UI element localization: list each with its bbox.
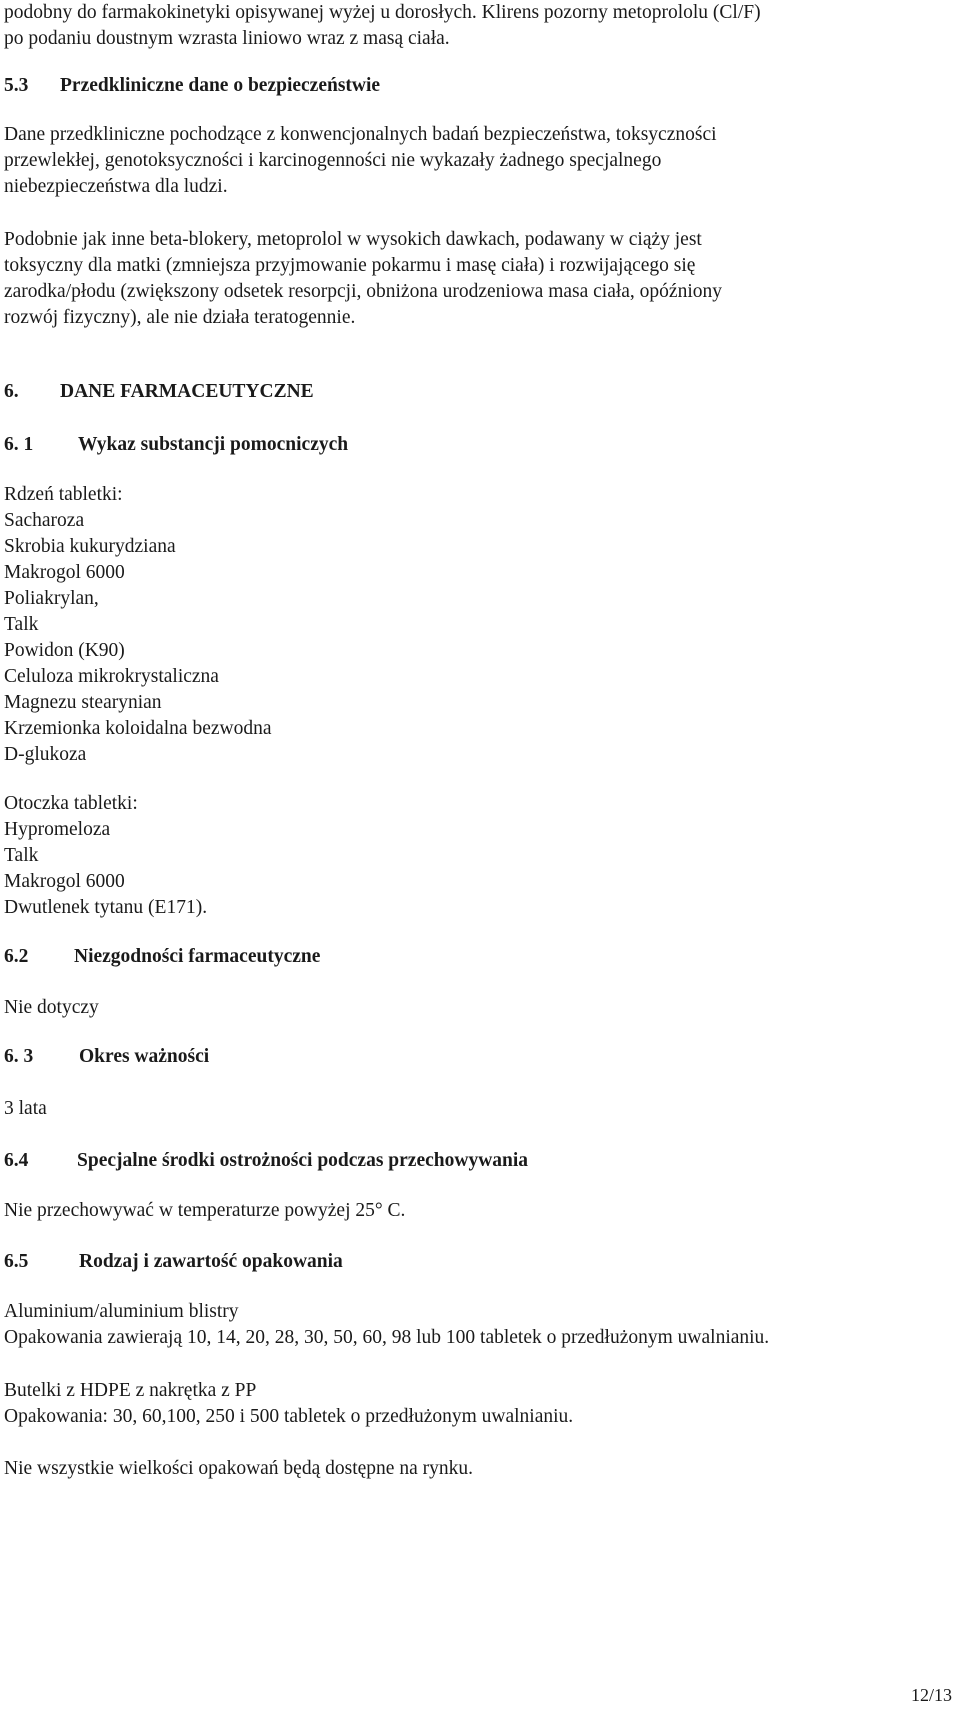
section-title: Wykaz substancji pomocniczych bbox=[78, 434, 349, 455]
page-number: 12/13 bbox=[910, 1685, 952, 1705]
list-item: Krzemionka koloidalna bezwodna bbox=[4, 718, 272, 739]
section-number: 6.2 bbox=[4, 946, 29, 967]
core-label: Rdzeń tabletki: bbox=[4, 484, 123, 505]
section-title: DANE FARMACEUTYCZNE bbox=[60, 381, 314, 402]
section-6-3-heading bbox=[4, 1043, 209, 1071]
list-item: Talk bbox=[4, 845, 39, 866]
list-item: Powidon (K90) bbox=[4, 640, 125, 661]
section-title: Okres ważności bbox=[79, 1046, 210, 1067]
list-item: Sacharoza bbox=[4, 510, 85, 531]
section-title: Niezgodności farmaceutyczne bbox=[74, 946, 321, 967]
list-item: Hypromeloza bbox=[4, 819, 111, 840]
section-title: Rodzaj i zawartość opakowania bbox=[79, 1251, 343, 1272]
list-item: Celuloza mikrokrystaliczna bbox=[4, 666, 219, 687]
packaging-line: Aluminium/aluminium blistry bbox=[4, 1301, 239, 1322]
section-number: 6. 3 bbox=[4, 1046, 34, 1067]
list-item: Talk bbox=[4, 614, 39, 635]
paragraph-line: Podobnie jak inne beta-blokery, metoprolol w wysokich dawkach, podawany w ciąży jest bbox=[4, 229, 702, 250]
section-title: Przedkliniczne dane o bezpieczeństwie bbox=[60, 75, 381, 96]
packaging-line: Nie wszystkie wielkości opakowań będą dostępne na rynku. bbox=[4, 1458, 473, 1479]
packaging-line: Opakowania: 30, 60,100, 250 i 500 tabletek o przedłużonym uwalnianiu. bbox=[4, 1406, 574, 1427]
coat-label: Otoczka tabletki: bbox=[4, 793, 138, 814]
packaging-line: Butelki z HDPE z nakrętka z PP bbox=[4, 1380, 257, 1401]
section-number: 6. bbox=[4, 381, 19, 402]
intro-line-1: podobny do farmakokinetyki opisywanej wyżej u dorosłych. Klirens pozorny metoprololu (Cl/F) bbox=[4, 2, 761, 23]
paragraph-line: toksyczny dla matki (zmniejsza przyjmowanie pokarmu i masę ciała) i rozwijającego się bbox=[4, 255, 696, 276]
section-number: 6.4 bbox=[4, 1150, 29, 1171]
paragraph-line: niebezpieczeństwa dla ludzi. bbox=[4, 176, 228, 197]
section-5-3-heading bbox=[4, 72, 380, 100]
paragraph-line: rozwój fizyczny), ale nie działa teratogennie. bbox=[4, 307, 356, 328]
list-item: Makrogol 6000 bbox=[4, 871, 125, 892]
paragraph-line: przewlekłej, genotoksyczności i karcinogenności nie wykazały żadnego specjalnego bbox=[4, 150, 662, 171]
section-text: Nie dotyczy bbox=[4, 997, 99, 1018]
list-item: Makrogol 6000 bbox=[4, 562, 125, 583]
list-item: D-glukoza bbox=[4, 744, 87, 765]
paragraph-line: zarodka/płodu (zwiększony odsetek resorpcji, obniżona urodzeniowa masa ciała, opóźniony bbox=[4, 281, 723, 302]
section-6-1-heading bbox=[4, 431, 348, 459]
section-number: 5.3 bbox=[4, 75, 29, 96]
list-item: Magnezu stearynian bbox=[4, 692, 162, 713]
paragraph-line: Dane przedkliniczne pochodzące z konwencjonalnych badań bezpieczeństwa, toksyczności bbox=[4, 124, 717, 145]
section-title: Specjalne środki ostrożności podczas przechowywania bbox=[77, 1150, 529, 1171]
list-item: Poliakrylan, bbox=[4, 588, 99, 609]
section-6-4-heading bbox=[4, 1147, 528, 1175]
section-number: 6.5 bbox=[4, 1251, 29, 1272]
packaging-line: Opakowania zawierają 10, 14, 20, 28, 30, 50, 60, 98 lub 100 tabletek o przedłużonym uwalnianiu. bbox=[4, 1327, 770, 1348]
section-6-5-heading bbox=[4, 1248, 343, 1276]
section-6-2-heading bbox=[4, 943, 320, 971]
intro-line-2: po podaniu doustnym wzrasta liniowo wraz z masą ciała. bbox=[4, 28, 450, 49]
section-number: 6. 1 bbox=[4, 434, 34, 455]
list-item: Dwutlenek tytanu (E171). bbox=[4, 897, 208, 918]
section-text: 3 lata bbox=[4, 1098, 47, 1119]
section-text: Nie przechowywać w temperaturze powyżej 25° C. bbox=[4, 1200, 406, 1221]
list-item: Skrobia kukurydziana bbox=[4, 536, 176, 557]
section-6-heading bbox=[4, 378, 314, 406]
